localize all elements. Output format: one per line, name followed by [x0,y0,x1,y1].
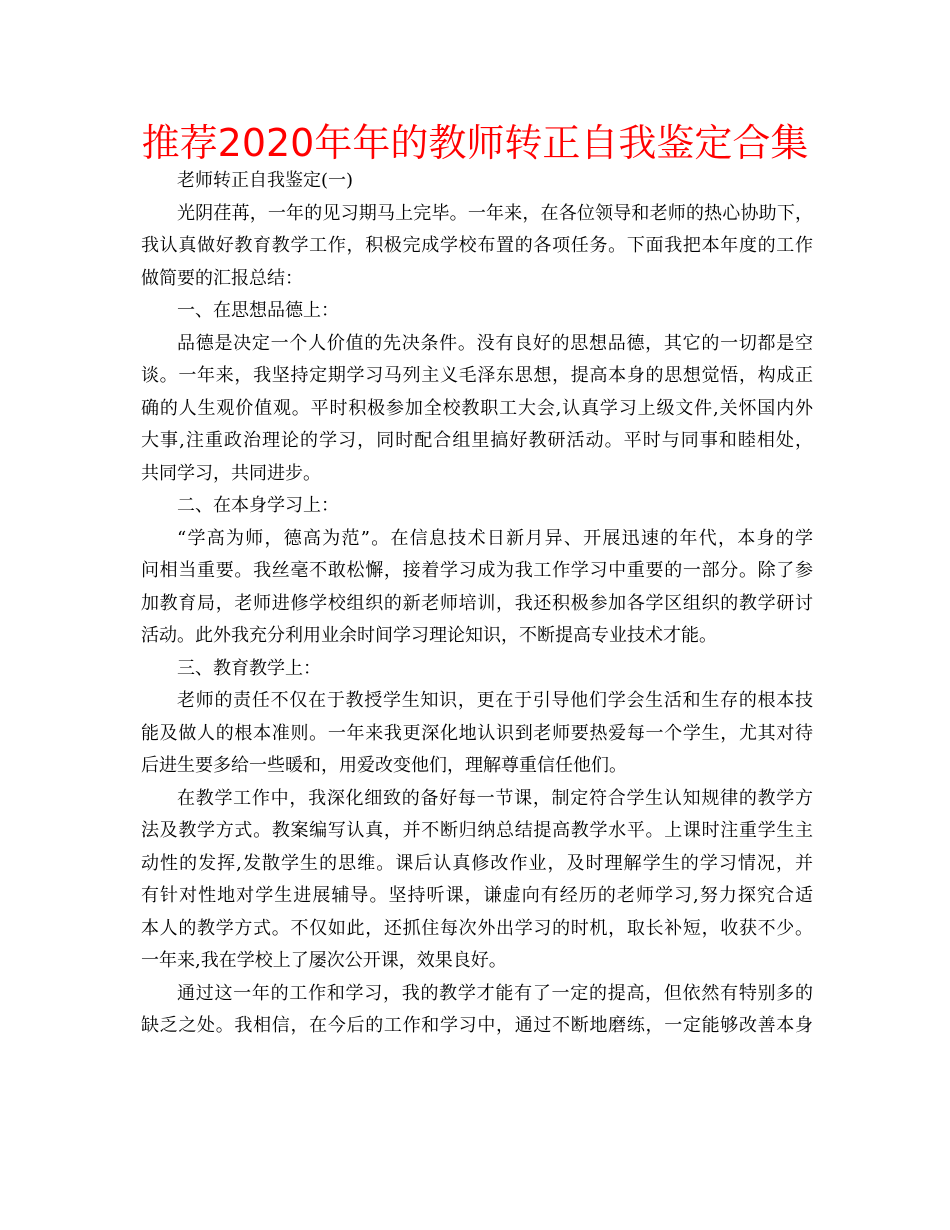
paragraph-line: 谈。一年来，我坚持定期学习马列主义毛泽东思想，提高本身的思想觉悟，构成正 [141,365,813,386]
paragraph-line: 老师的责任不仅在于教授学生知识，更在于引导他们学会生活和生存的根本技 [177,690,813,711]
paragraph-line: 在教学工作中，我深化细致的备好每一节课，制定符合学生认知规律的教学方 [177,787,813,809]
paragraph-line: 动性的发挥,发散学生的思维。课后认真修改作业，及时理解学生的学习情况，并 [141,852,813,874]
document-body [141,165,813,1043]
paragraph-line: 加教育局，老师进修学校组织的新老师培训，我还积极参加各学区组织的教学研讨 [141,592,813,614]
paragraph-line: 一年来,我在学校上了屡次公开课，效果良好。 [141,950,507,971]
document-title: 推荐2020年年的教师转正自我鉴定合集 [141,121,809,165]
paragraph-line: 确的人生观价值观。平时积极参加全校教职工大会,认真学习上级文件,关怀国内外 [141,397,813,419]
paragraph-line: 缺乏之处。我相信，在今后的工作和学习中，通过不断地磨练，一定能够改善本身 [141,1015,813,1036]
paragraph-line: 有针对性地对学生进展辅导。坚持听课，谦虚向有经历的老师学习,努力探究合适 [141,885,813,906]
paragraph-line: 能及做人的根本准则。一年来我更深化地认识到老师要热爱每一个学生，尤其对待 [141,722,813,744]
paragraph-line: 活动。此外我充分利用业余时间学习理论知识，不断提高专业技术才能。 [141,625,717,646]
paragraph-line: 品德是决定一个人价值的先决条件。没有良好的思想品德，其它的一切都是空 [177,332,813,354]
paragraph-line: 本人的教学方式。不仅如此，还抓住每次外出学习的时机，取长补短，收获不少。 [141,917,813,939]
section-heading: 一、在思想品德上： [177,300,339,321]
paragraph-line: 通过这一年的工作和学习，我的教学才能有了一定的提高，但依然有特别多的 [177,982,813,1004]
paragraph-line: 大事,注重政治理论的学习，同时配合组里搞好教研活动。平时与同事和睦相处， [141,430,813,451]
paragraph-line: 法及教学方式。教案编写认真，并不断归纳总结提高教学水平。上课时注重学生主 [141,820,813,841]
section-heading: 三、教育教学上： [177,657,321,679]
paragraph-line: 我认真做好教育教学工作，积极完成学校布置的各项任务。下面我把本年度的工作 [141,235,813,256]
section-heading: 二、在本身学习上： [177,495,339,516]
paragraph-line: 光阴荏苒，一年的见习期马上完毕。一年来，在各位领导和老师的热心协助下， [177,202,813,224]
paragraph-line: 后进生要多给一些暖和，用爱改变他们，理解尊重信任他们。 [141,755,627,776]
paragraph-line: 共同学习，共同进步。 [141,462,321,484]
section-subtitle: 老师转正自我鉴定(一) [177,170,354,191]
paragraph-line: “学高为师，德高为范”。在信息技术日新月异、开展迅速的年代，本身的学 [177,527,813,549]
paragraph-line: 问相当重要。我丝毫不敢松懈，接着学习成为我工作学习中重要的一部分。除了参 [141,560,813,581]
paragraph-line: 做简要的汇报总结： [141,267,303,289]
